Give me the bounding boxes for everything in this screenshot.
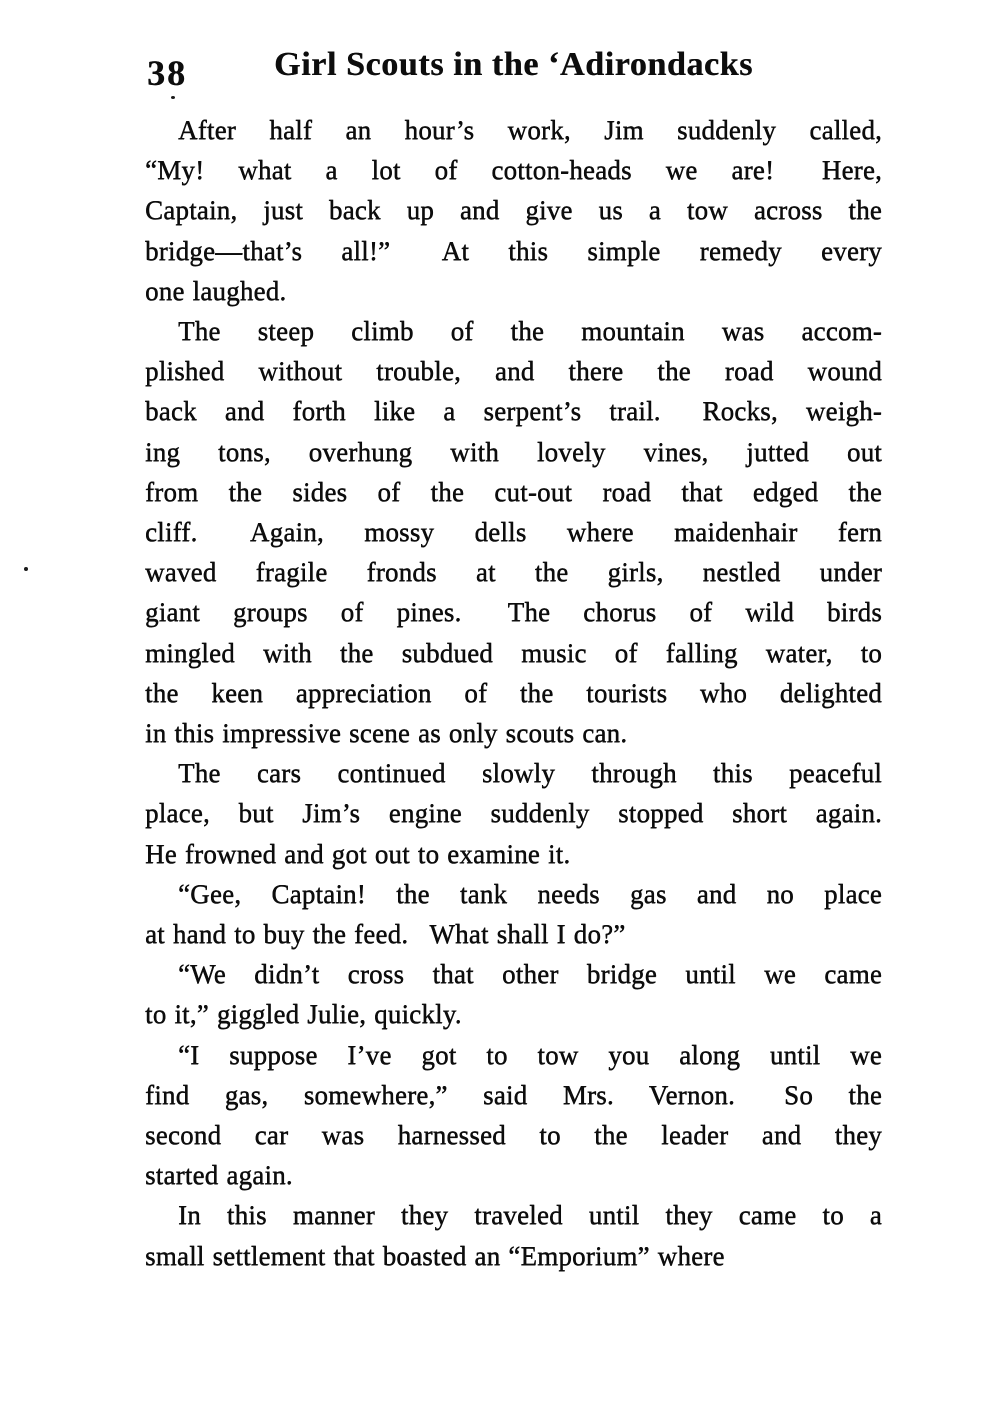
page-number: 38: [147, 53, 187, 93]
text-line: mingled with the subdued music of falling water, to: [145, 637, 882, 668]
text-line: second car was harnessed to the leader and they: [145, 1120, 882, 1151]
text-line: “My! what a lot of cotton-heads we are! Here,: [145, 155, 882, 186]
text-line: “I suppose I’ve got to tow you along until we: [178, 1039, 882, 1070]
running-title: Girl Scouts in the ‘Adirondacks: [274, 46, 753, 83]
text-line: one laughed.: [145, 275, 287, 306]
text-line: In this manner they traveled until they came to a: [178, 1200, 882, 1231]
text-line: “Gee, Captain! the tank needs gas and no place: [178, 878, 882, 909]
paragraph: [145, 954, 882, 1034]
text-line: find gas, somewhere,” said Mrs. Vernon. So the: [145, 1079, 882, 1110]
text-line: giant groups of pines. The chorus of wild birds: [145, 597, 882, 628]
paragraph: [145, 753, 882, 874]
paragraph: [145, 311, 882, 753]
text-line: at hand to buy the feed. What shall I do?”: [145, 919, 626, 950]
page-header: [145, 46, 882, 96]
text-line: cliff. Again, mossy dells where maidenhair fern: [145, 517, 882, 548]
text-line: Captain, just back up and give us a tow across the: [145, 195, 882, 226]
text-line: from the sides of the cut-out road that edged the: [145, 476, 882, 507]
text-line: to it,” giggled Julie, quickly.: [145, 999, 462, 1030]
scan-speck: [171, 96, 175, 99]
text-line: plished without trouble, and there the road wound: [145, 356, 882, 387]
text-line: The cars continued slowly through this peaceful: [178, 758, 882, 789]
text-line: ing tons, overhung with lovely vines, jutted out: [145, 436, 882, 467]
text-line: bridge—that’s all!” At this simple remedy every: [145, 235, 882, 266]
text-line: small settlement that boasted an “Emporium” where: [145, 1240, 725, 1271]
text-line: place, but Jim’s engine suddenly stopped short again.: [145, 798, 882, 829]
body-text: [145, 110, 882, 1276]
text-line: The steep climb of the mountain was accom-: [178, 316, 882, 347]
paragraph: [145, 1035, 882, 1196]
paragraph: [145, 874, 882, 954]
text-line: After half an hour’s work, Jim suddenly called,: [178, 115, 882, 145]
text-line: started again.: [145, 1160, 293, 1191]
text-line: back and forth like a serpent’s trail. Rocks, weigh-: [145, 396, 882, 427]
text-line: the keen appreciation of the tourists who delighted: [145, 677, 882, 708]
text-line: waved fragile fronds at the girls, nestled under: [145, 557, 882, 588]
paragraph: [145, 1195, 882, 1275]
text-line: “We didn’t cross that other bridge until we came: [178, 959, 882, 990]
text-line: He frowned and got out to examine it.: [145, 838, 571, 869]
paragraph: [145, 110, 882, 311]
scan-speck: [24, 567, 28, 571]
text-line: in this impressive scene as only scouts can.: [145, 718, 628, 749]
